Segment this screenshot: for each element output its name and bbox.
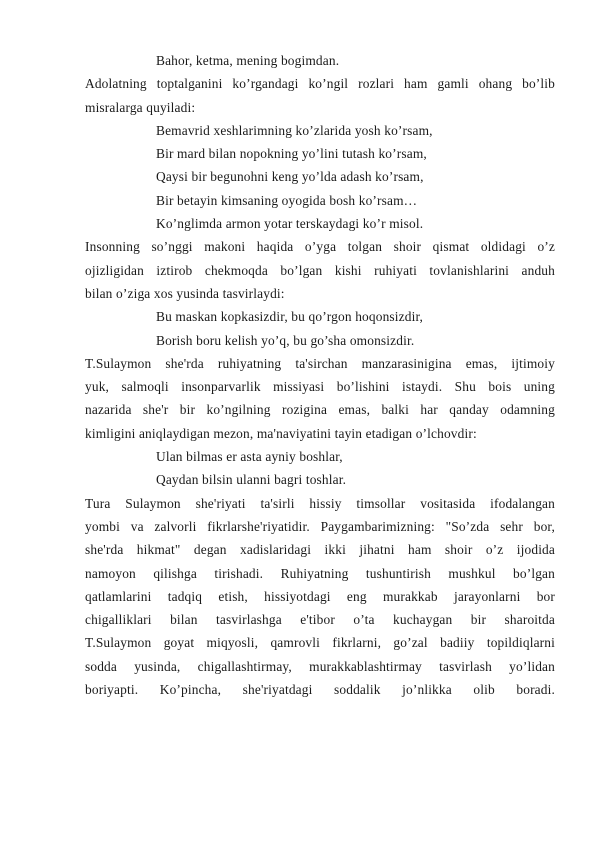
- paragraph-line: boriyapti. Ko’pincha, she'riyatdagi soddalik jo’nlikka olib boradi.: [85, 682, 555, 698]
- paragraph-line: yuk, salmoqli insonparvarlik missiyasi bo’lishini istaydi. Shu bois uning: [85, 379, 555, 395]
- paragraph-line: Adolatning toptalganini ko’rgandagi ko’ngil rozlari ham gamli ohang bo’lib: [85, 76, 555, 92]
- verse-line: Bemavrid xeshlarimning ko’zlarida yosh ko’rsam,: [156, 122, 433, 138]
- paragraph-line: sodda yusinda, chigallashtirmay, murakkablashtirmay tasvirlash yo’lidan: [85, 658, 555, 674]
- paragraph-line: namoyon qilishga tirishadi. Ruhiyatning tushuntirish mushkul bo’lgan: [85, 565, 555, 581]
- paragraph-line: ojizligidan iztirob chekmoqda bo’lgan kishi ruhiyati tovlanishlarini anduh: [85, 262, 555, 278]
- paragraph-line: chigalliklari bilan tasvirlashga e'tibor o’ta kuchaygan bir sharoitda: [85, 612, 555, 628]
- paragraph-line: misralarga quyiladi:: [85, 99, 196, 115]
- verse-line: Bu maskan kopkasizdir, bu qo’rgon hoqonsizdir,: [156, 309, 424, 325]
- paragraph-line: Insonning so’nggi makoni haqida o’yga tolgan shoir qismat oldidagi o’z: [85, 239, 555, 255]
- verse-line: Ulan bilmas er asta ayniy boshlar,: [156, 449, 343, 465]
- paragraph-line: qatlamlarini tadqiq etish, hissiyotdagi eng murakkab jarayonlarni bor: [85, 588, 555, 604]
- paragraph-line: T.Sulaymon goyat miqyosli, qamrovli fikrlarni, go’zal badiiy topildiqlarni: [85, 635, 555, 651]
- verse-line: Borish boru kelish yo’q, bu go’sha omonsizdir.: [156, 332, 415, 348]
- paragraph-line: kimligini aniqlaydigan mezon, ma'naviyatini tayin etadigan o’lchovdir:: [85, 425, 477, 441]
- paragraph-line: Tura Sulaymon she'riyati ta'sirli hissiy timsollar vositasida ifodalangan: [85, 495, 555, 511]
- paragraph-line: nazarida she'r bir ko’ngilning rozigina emas, balki har qanday odamning: [85, 402, 555, 418]
- paragraph-line: she'rda hikmat" degan xadislaridagi ikki jihatni ham shoir o’z ijodida: [85, 542, 555, 558]
- verse-line: Qaysi bir begunohni keng yo’lda adash ko’rsam,: [156, 169, 424, 185]
- verse-line: Bir betayin kimsaning oyogida bosh ko’rsam…: [156, 192, 418, 208]
- paragraph-line: bilan o’ziga xos yusinda tasvirlaydi:: [85, 285, 285, 301]
- verse-line: Bahor, ketma, mening bogimdan.: [156, 53, 340, 68]
- verse-line: Ko’nglimda armon yotar terskaydagi ko’r misol.: [156, 216, 424, 232]
- verse-line: Bir mard bilan nopokning yo’lini tutash ko’rsam,: [156, 146, 427, 162]
- verse-line: Qaydan bilsin ulanni bagri toshlar.: [156, 472, 347, 488]
- document-page: [85, 49, 555, 701]
- paragraph-line: T.Sulaymon she'rda ruhiyatning ta'sirchan manzarasinigina emas, ijtimoiy: [85, 355, 555, 371]
- paragraph-line: yombi va zalvorli fikrlarshe'riyatidir. Paygambarimizning: "So’zda sehr bor,: [85, 518, 555, 534]
